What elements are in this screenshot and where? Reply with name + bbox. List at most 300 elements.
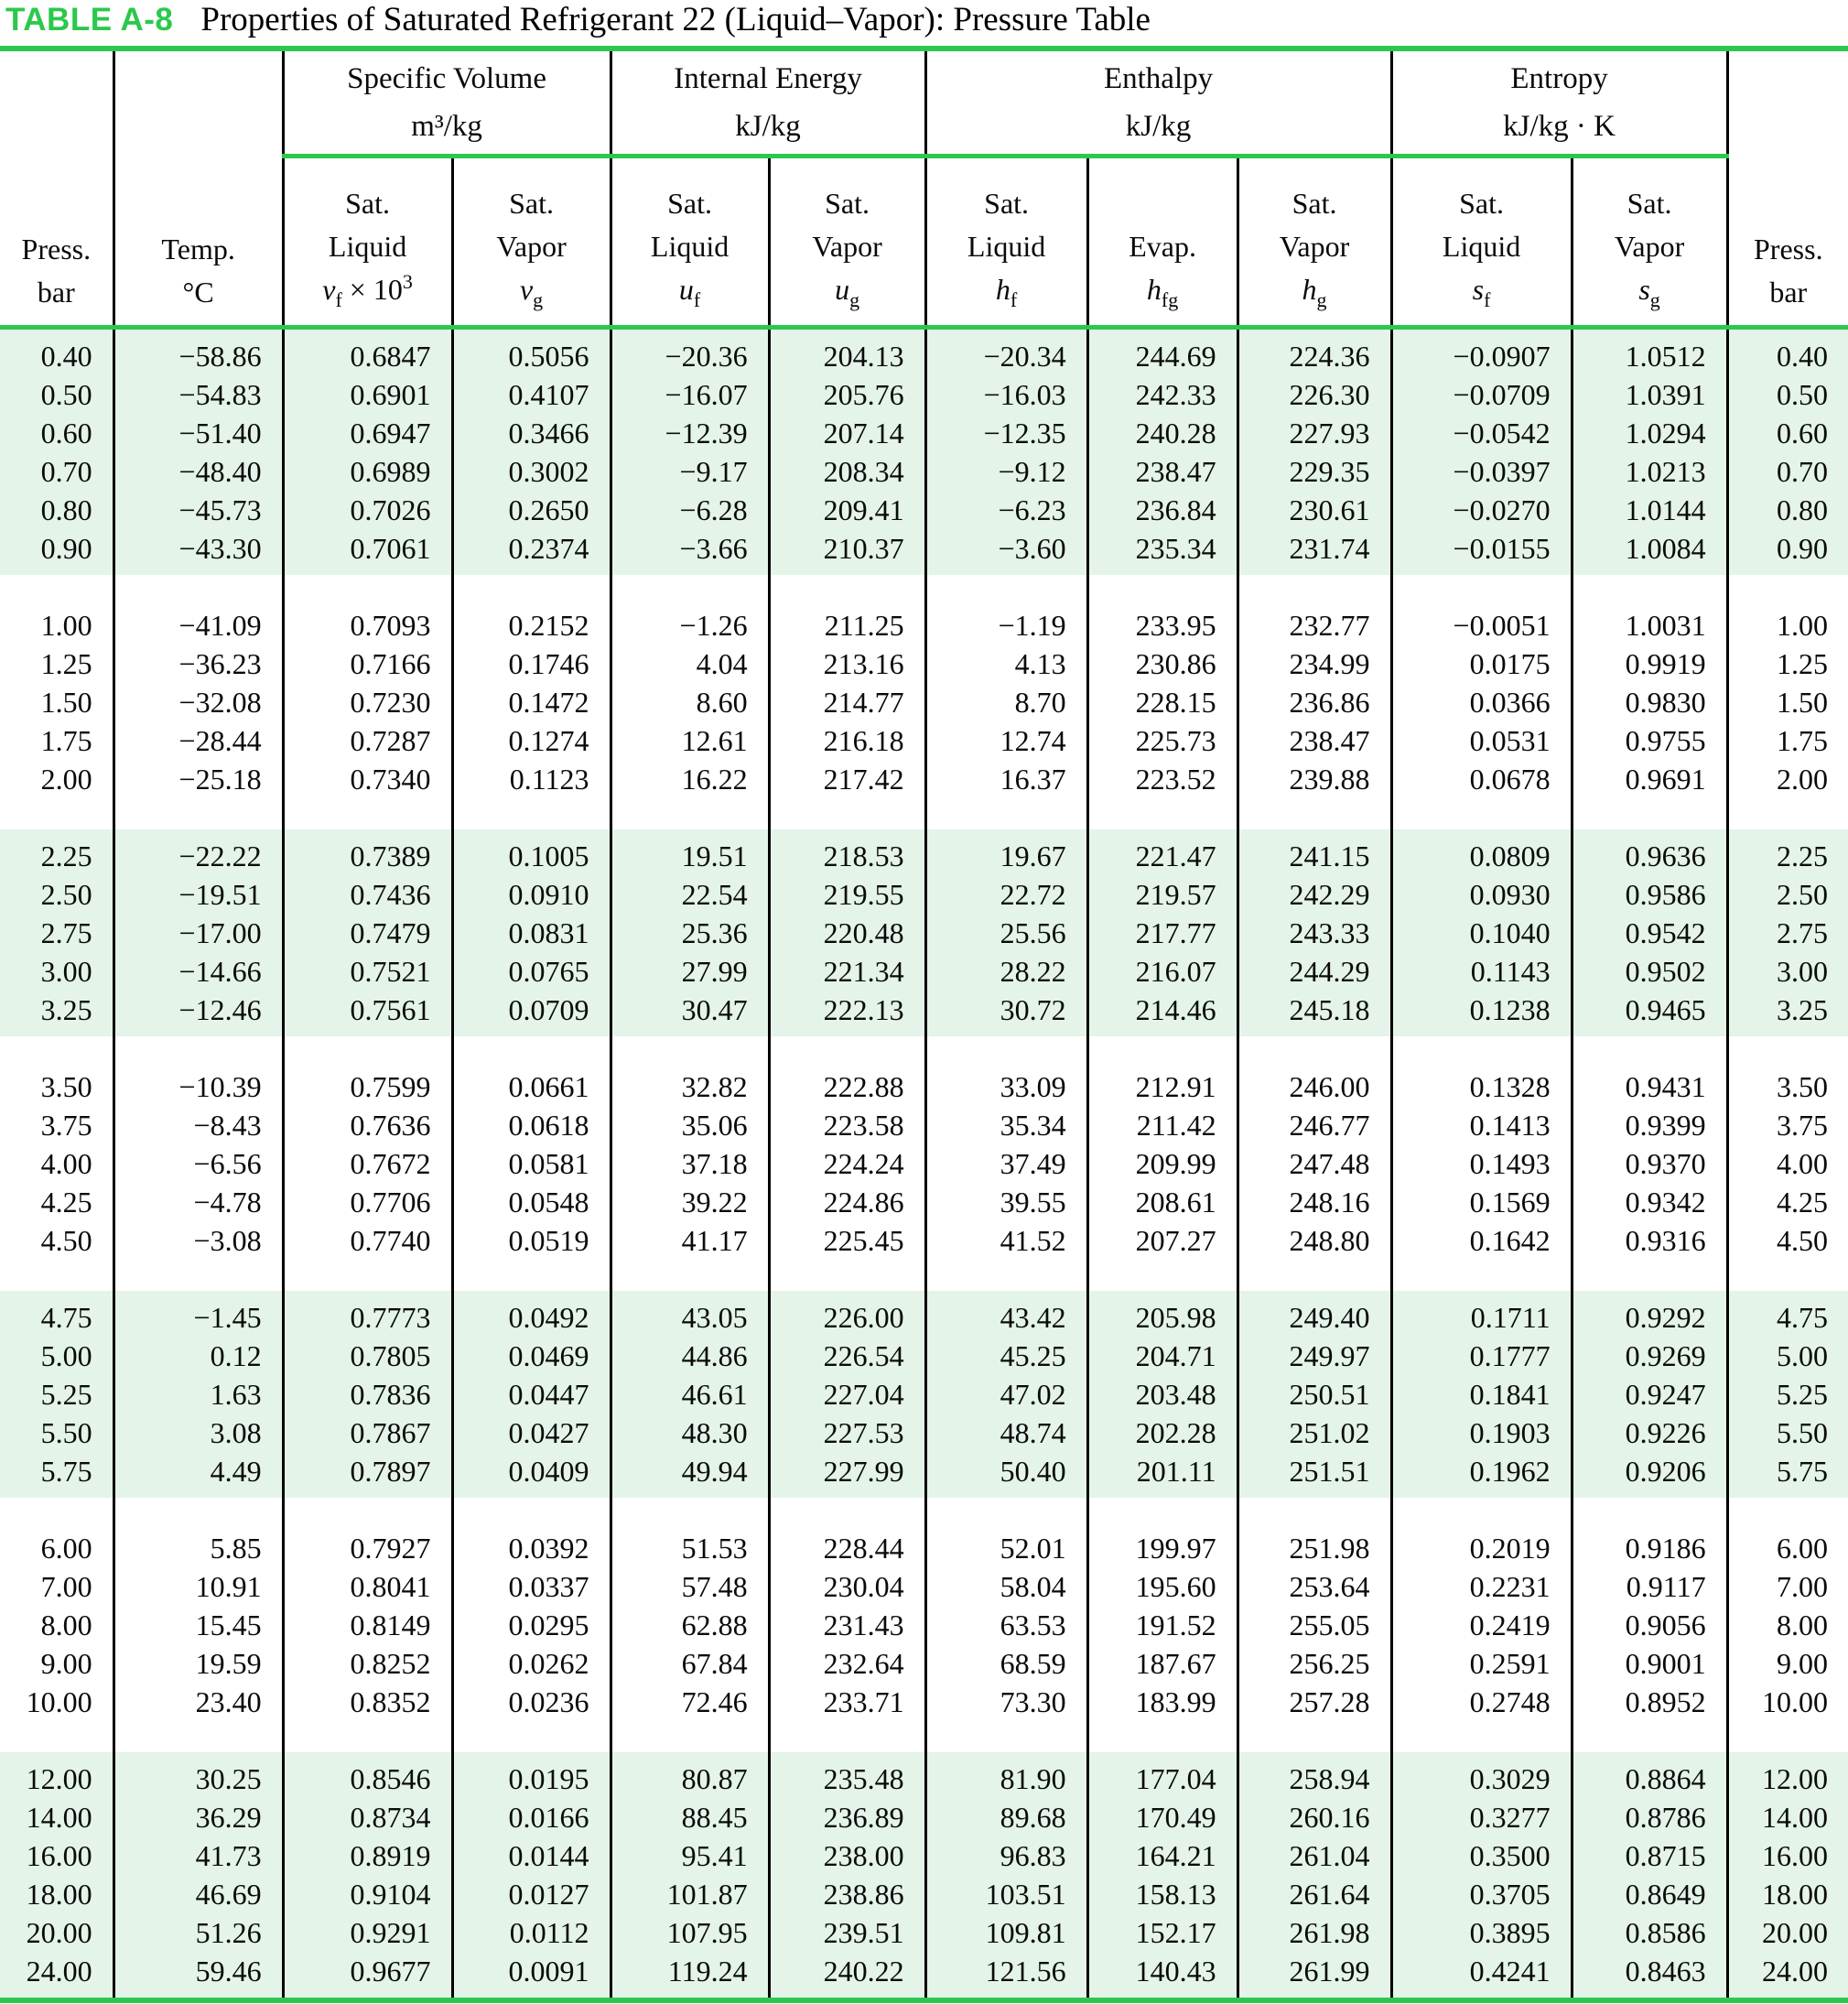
spacer-cell <box>769 1728 925 1752</box>
cell-sat-vapor-vg: 0.0195 <box>452 1760 611 1798</box>
cell-sat-liquid-uf: −12.39 <box>611 414 769 452</box>
spacer-cell <box>1572 1990 1727 1998</box>
group-specific-volume <box>283 51 611 157</box>
cell-sat-vapor-hg: 239.88 <box>1237 760 1391 798</box>
spacer-cell <box>113 1036 283 1060</box>
cell-temp: 0.12 <box>113 1337 283 1375</box>
cell-temp: −32.08 <box>113 683 283 721</box>
cell-sat-vapor-vg: 0.0337 <box>452 1567 611 1606</box>
cell-sat-vapor-hg: 227.93 <box>1237 414 1391 452</box>
cell-sat-liquid-hf: 4.13 <box>925 645 1087 683</box>
cell-sat-vapor-ug: 210.37 <box>769 529 925 568</box>
group-title: Enthalpy <box>1103 62 1214 95</box>
cell-evap-hfg: 223.52 <box>1087 760 1237 798</box>
cell-evap-hfg: 208.61 <box>1087 1183 1237 1221</box>
spacer-cell <box>113 1260 283 1267</box>
cell-sat-vapor-sg: 1.0294 <box>1572 414 1727 452</box>
spacer-cell <box>1727 1721 1848 1728</box>
cell-sat-vapor-hg: 224.36 <box>1237 337 1391 375</box>
cell-sat-liquid-uf: 72.46 <box>611 1683 769 1721</box>
spacer-cell <box>1727 1490 1848 1498</box>
cell-temp: −1.45 <box>113 1298 283 1337</box>
spacer-cell <box>1391 829 1572 837</box>
band-padding-row <box>0 1029 1848 1036</box>
table-row <box>0 1298 1848 1337</box>
cell-sat-liquid-sf: 0.3500 <box>1391 1836 1572 1875</box>
cell-sat-vapor-hg: 251.51 <box>1237 1452 1391 1490</box>
spacer-cell <box>925 1728 1087 1752</box>
cell-sat-liquid-sf: 0.0531 <box>1391 721 1572 760</box>
cell-press-right: 0.90 <box>1727 529 1848 568</box>
cell-sat-liquid-sf: −0.0542 <box>1391 414 1572 452</box>
cell-sat-liquid-sf: 0.1413 <box>1391 1106 1572 1144</box>
cell-press-left: 0.40 <box>0 337 113 375</box>
cell-temp: 46.69 <box>113 1875 283 1913</box>
spacer-cell <box>1572 829 1727 837</box>
table-row <box>0 529 1848 568</box>
cell-evap-hfg: 204.71 <box>1087 1337 1237 1375</box>
cell-sat-liquid-hf: 37.49 <box>925 1144 1087 1183</box>
cell-sat-liquid-hf: 89.68 <box>925 1798 1087 1836</box>
spacer-cell <box>0 1060 113 1067</box>
spacer-cell <box>1391 1728 1572 1752</box>
cell-press-right: 0.70 <box>1727 452 1848 491</box>
spacer-cell <box>113 1752 283 1760</box>
cell-sat-vapor-vg: 0.0409 <box>452 1452 611 1490</box>
cell-sat-liquid-sf: 0.1569 <box>1391 1183 1572 1221</box>
spacer-cell <box>925 568 1087 575</box>
cell-sat-liquid-hf: 73.30 <box>925 1683 1087 1721</box>
spacer-cell <box>283 829 452 837</box>
cell-sat-liquid-uf: 41.17 <box>611 1221 769 1260</box>
spacer-cell <box>1087 1036 1237 1060</box>
colhead-sat-liquid-sf: Sat. Liquid $s_f$ <box>1391 157 1572 328</box>
cell-press-right: 0.80 <box>1727 491 1848 529</box>
spacer-cell <box>0 1990 113 1998</box>
spacer-cell <box>452 1036 611 1060</box>
cell-sat-vapor-vg: 0.0127 <box>452 1875 611 1913</box>
cell-sat-vapor-sg: 0.9316 <box>1572 1221 1727 1260</box>
colhead-sat-vapor-hg: Sat. Vapor $h_g$ <box>1237 157 1391 328</box>
spacer-cell <box>769 798 925 806</box>
spacer-cell <box>283 1260 452 1267</box>
cell-sat-vapor-sg: 0.9292 <box>1572 1298 1727 1337</box>
cell-sat-liquid-uf: 80.87 <box>611 1760 769 1798</box>
colhead-press-left: Press. bar <box>0 157 113 328</box>
spacer-cell <box>1237 1490 1391 1498</box>
cell-sat-vapor-ug: 232.64 <box>769 1644 925 1683</box>
group-unit: m³/kg <box>411 110 482 143</box>
cell-press-left: 0.80 <box>0 491 113 529</box>
spacer-cell <box>452 1060 611 1067</box>
cell-press-left: 2.00 <box>0 760 113 798</box>
spacer-cell <box>452 1990 611 1998</box>
cell-evap-hfg: 244.69 <box>1087 337 1237 375</box>
colhead-sat-liquid-uf: Sat. Liquid $u_f$ <box>611 157 769 328</box>
cell-sat-liquid-sf: −0.0397 <box>1391 452 1572 491</box>
cell-press-right: 9.00 <box>1777 1647 1828 1680</box>
cell-press-right: 6.00 <box>1777 1532 1828 1565</box>
cell-sat-vapor-ug: 205.76 <box>769 375 925 414</box>
cell-sat-vapor-hg: 249.40 <box>1237 1298 1391 1337</box>
spacer-cell <box>611 829 769 837</box>
cell-sat-vapor-vg: 0.0661 <box>452 1067 611 1106</box>
colhead-sat-vapor-vg: Sat. Vapor $v_g$ <box>452 157 611 328</box>
cell-sat-liquid-sf: 0.2019 <box>1391 1529 1572 1567</box>
cell-sat-liquid-hf: 47.02 <box>925 1375 1087 1414</box>
cell-sat-vapor-vg: 0.1123 <box>452 760 611 798</box>
cell-press-right: 4.00 <box>1777 1147 1828 1180</box>
cell-sat-liquid-vf: 0.6847 <box>283 337 452 375</box>
spacer-cell <box>1727 599 1848 606</box>
spacer-cell <box>1727 1728 1848 1752</box>
cell-sat-vapor-sg: 1.0391 <box>1572 375 1727 414</box>
table-row <box>0 1106 1848 1144</box>
cell-evap-hfg: 228.15 <box>1087 683 1237 721</box>
cell-press-right: 2.00 <box>1777 763 1828 796</box>
spacer-cell <box>452 1267 611 1291</box>
spacer-cell <box>452 829 611 837</box>
cell-press-right: 2.75 <box>1727 914 1848 952</box>
cell-sat-liquid-hf: −20.34 <box>925 337 1087 375</box>
cell-sat-liquid-hf: 8.70 <box>925 683 1087 721</box>
cell-sat-vapor-ug: 238.86 <box>769 1875 925 1913</box>
band-padding-row <box>0 1490 1848 1498</box>
group-gap-row <box>0 575 1848 599</box>
table-row <box>0 452 1848 491</box>
cell-sat-liquid-sf: 0.0366 <box>1391 683 1572 721</box>
cell-sat-liquid-sf: 0.4241 <box>1391 1952 1572 1990</box>
cell-sat-vapor-hg: 260.16 <box>1237 1798 1391 1836</box>
cell-press-left: 20.00 <box>0 1913 113 1952</box>
cell-sat-liquid-uf: 119.24 <box>611 1952 769 1990</box>
cell-sat-vapor-vg: 0.0618 <box>452 1106 611 1144</box>
spacer-cell <box>1727 1291 1848 1298</box>
cell-press-right: 3.00 <box>1727 952 1848 991</box>
cell-sat-liquid-sf: −0.0270 <box>1391 491 1572 529</box>
cell-sat-vapor-sg: 0.9542 <box>1572 914 1727 952</box>
spacer-cell <box>1727 1990 1848 1998</box>
spacer-cell <box>769 328 925 338</box>
cell-evap-hfg: 183.99 <box>1087 1683 1237 1721</box>
cell-evap-hfg: 152.17 <box>1087 1913 1237 1952</box>
table-row <box>0 1760 1848 1798</box>
cell-sat-vapor-hg: 246.77 <box>1237 1106 1391 1144</box>
group-gap-row <box>0 1728 1848 1752</box>
cell-sat-vapor-vg: 0.0166 <box>452 1798 611 1836</box>
spacer-cell <box>1391 1752 1572 1760</box>
cell-press-left: 3.50 <box>0 1067 113 1106</box>
cell-sat-vapor-hg: 261.64 <box>1237 1875 1391 1913</box>
cell-sat-vapor-ug: 224.86 <box>769 1183 925 1221</box>
cell-press-right: 7.00 <box>1777 1570 1828 1603</box>
cell-sat-vapor-ug: 208.34 <box>769 452 925 491</box>
spacer-cell <box>1237 1522 1391 1529</box>
spacer-cell <box>1572 1728 1727 1752</box>
spacer-cell <box>1087 806 1237 829</box>
spacer-cell <box>452 575 611 599</box>
colhead-temp: Temp. °C <box>113 157 283 328</box>
group-gap-row <box>0 806 1848 829</box>
cell-press-left: 5.25 <box>0 1375 113 1414</box>
cell-sat-liquid-hf: 28.22 <box>925 952 1087 991</box>
cell-sat-liquid-sf: 0.1328 <box>1391 1067 1572 1106</box>
cell-temp: 36.29 <box>113 1798 283 1836</box>
cell-sat-liquid-vf: 0.7287 <box>283 721 452 760</box>
cell-temp: −10.39 <box>113 1067 283 1106</box>
cell-press-left: 5.00 <box>0 1337 113 1375</box>
cell-temp: 30.25 <box>113 1760 283 1798</box>
spacer-cell <box>1087 1267 1237 1291</box>
spacer-cell <box>1237 1752 1391 1760</box>
cell-temp: 41.73 <box>113 1836 283 1875</box>
cell-temp: 15.45 <box>113 1606 283 1644</box>
cell-evap-hfg: 195.60 <box>1087 1567 1237 1606</box>
cell-sat-liquid-vf: 0.8919 <box>283 1836 452 1875</box>
spacer-cell <box>769 575 925 599</box>
cell-temp: −54.83 <box>113 375 283 414</box>
table-row <box>0 952 1848 991</box>
corner-press-right <box>1727 51 1848 157</box>
cell-sat-vapor-vg: 0.0519 <box>452 1221 611 1260</box>
spacer-cell <box>925 1752 1087 1760</box>
cell-sat-liquid-uf: 95.41 <box>611 1836 769 1875</box>
spacer-cell <box>1391 1498 1572 1522</box>
cell-temp: 23.40 <box>113 1683 283 1721</box>
group-internal-energy <box>611 51 925 157</box>
table-row <box>0 721 1848 760</box>
spacer-cell <box>611 1490 769 1498</box>
spacer-cell <box>1237 1721 1391 1728</box>
spacer-cell <box>283 806 452 829</box>
band-padding-row <box>0 829 1848 837</box>
spacer-cell <box>1237 575 1391 599</box>
cell-sat-liquid-uf: 12.61 <box>611 721 769 760</box>
spacer-cell <box>1572 798 1727 806</box>
spacer-cell <box>1237 1036 1391 1060</box>
spacer-cell <box>769 568 925 575</box>
cell-sat-liquid-hf: 68.59 <box>925 1644 1087 1683</box>
band-padding-row <box>0 568 1848 575</box>
cell-sat-vapor-vg: 0.0469 <box>452 1337 611 1375</box>
cell-press-right: 2.50 <box>1727 875 1848 914</box>
cell-temp: 10.91 <box>113 1567 283 1606</box>
cell-sat-liquid-sf: −0.0155 <box>1391 529 1572 568</box>
spacer-cell <box>452 1721 611 1728</box>
spacer-cell <box>611 599 769 606</box>
group-enthalpy <box>925 51 1391 157</box>
cell-sat-liquid-hf: 63.53 <box>925 1606 1087 1644</box>
cell-sat-vapor-sg: 0.9830 <box>1572 683 1727 721</box>
cell-sat-vapor-vg: 0.0910 <box>452 875 611 914</box>
cell-temp: 4.49 <box>113 1452 283 1490</box>
spacer-cell <box>1237 1728 1391 1752</box>
spacer-cell <box>0 798 113 806</box>
spacer-cell <box>1237 806 1391 829</box>
spacer-cell <box>769 1060 925 1067</box>
cell-evap-hfg: 225.73 <box>1087 721 1237 760</box>
table-row <box>0 1644 1848 1683</box>
spacer-cell <box>611 575 769 599</box>
cell-press-left: 18.00 <box>0 1875 113 1913</box>
cell-sat-liquid-hf: 103.51 <box>925 1875 1087 1913</box>
spacer-cell <box>1237 1267 1391 1291</box>
cell-evap-hfg: 242.33 <box>1087 375 1237 414</box>
cell-press-left: 5.50 <box>0 1414 113 1452</box>
cell-sat-liquid-hf: 16.37 <box>925 760 1087 798</box>
cell-sat-liquid-sf: 0.2231 <box>1391 1567 1572 1606</box>
spacer-cell <box>113 1522 283 1529</box>
spacer-cell <box>769 1522 925 1529</box>
band-padding-row <box>0 1990 1848 1998</box>
band-padding-row <box>0 1260 1848 1267</box>
band-padding-row <box>0 1291 1848 1298</box>
spacer-cell <box>452 1522 611 1529</box>
cell-sat-vapor-vg: 0.0112 <box>452 1913 611 1952</box>
spacer-cell <box>1572 1490 1727 1498</box>
cell-sat-liquid-sf: −0.0709 <box>1391 375 1572 414</box>
cell-sat-vapor-hg: 238.47 <box>1237 721 1391 760</box>
cell-evap-hfg: 214.46 <box>1087 991 1237 1029</box>
cell-evap-hfg: 201.11 <box>1087 1452 1237 1490</box>
cell-evap-hfg: 170.49 <box>1087 1798 1237 1836</box>
cell-sat-liquid-hf: 81.90 <box>925 1760 1087 1798</box>
cell-press-left: 1.75 <box>0 721 113 760</box>
cell-sat-liquid-hf: 109.81 <box>925 1913 1087 1952</box>
spacer-cell <box>1391 1267 1572 1291</box>
spacer-cell <box>283 1498 452 1522</box>
cell-sat-liquid-vf: 0.8149 <box>283 1606 452 1644</box>
table-row <box>0 683 1848 721</box>
spacer-cell <box>611 1060 769 1067</box>
spacer-cell <box>1391 575 1572 599</box>
cell-sat-vapor-vg: 0.0492 <box>452 1298 611 1337</box>
cell-temp: 51.26 <box>113 1913 283 1952</box>
spacer-cell <box>925 1990 1087 1998</box>
cell-sat-vapor-hg: 234.99 <box>1237 645 1391 683</box>
cell-sat-vapor-ug: 220.48 <box>769 914 925 952</box>
cell-temp: −28.44 <box>113 721 283 760</box>
table-row <box>0 1875 1848 1913</box>
spacer-cell <box>1087 1752 1237 1760</box>
cell-sat-vapor-sg: 0.9431 <box>1572 1067 1727 1106</box>
cell-press-left: 9.00 <box>0 1644 113 1683</box>
cell-evap-hfg: 221.47 <box>1087 837 1237 875</box>
spacer-cell <box>1572 1291 1727 1298</box>
cell-sat-vapor-ug: 209.41 <box>769 491 925 529</box>
spacer-cell <box>1727 806 1848 829</box>
cell-sat-vapor-ug: 226.00 <box>769 1298 925 1337</box>
cell-sat-vapor-hg: 243.33 <box>1237 914 1391 952</box>
cell-press-right: 5.75 <box>1727 1452 1848 1490</box>
cell-temp: −41.09 <box>113 606 283 645</box>
cell-sat-vapor-sg: 0.9399 <box>1572 1106 1727 1144</box>
spacer-cell <box>1572 1060 1727 1067</box>
group-gap-row <box>0 1267 1848 1291</box>
spacer-cell <box>283 798 452 806</box>
cell-sat-liquid-hf: 19.67 <box>925 837 1087 875</box>
band-padding-row <box>0 328 1848 338</box>
cell-sat-liquid-vf: 0.9104 <box>283 1875 452 1913</box>
cell-sat-vapor-sg: 0.8586 <box>1572 1913 1727 1952</box>
cell-sat-vapor-ug: 227.53 <box>769 1414 925 1452</box>
cell-sat-liquid-vf: 0.7672 <box>283 1144 452 1183</box>
cell-sat-liquid-hf: 43.42 <box>925 1298 1087 1337</box>
spacer-cell <box>1572 1260 1727 1267</box>
spacer-cell <box>1727 1060 1848 1067</box>
group-header-row <box>0 51 1848 157</box>
spacer-cell <box>452 1728 611 1752</box>
spacer-cell <box>452 328 611 338</box>
spacer-cell <box>1391 1721 1572 1728</box>
cell-press-right: 24.00 <box>1727 1952 1848 1990</box>
corner-temp <box>113 51 283 157</box>
cell-sat-liquid-sf: 0.0809 <box>1391 837 1572 875</box>
cell-sat-liquid-uf: −9.17 <box>611 452 769 491</box>
spacer-cell <box>611 1029 769 1036</box>
spacer-cell <box>1572 1522 1727 1529</box>
cell-press-left: 16.00 <box>0 1836 113 1875</box>
spacer-cell <box>1572 1721 1727 1728</box>
spacer-cell <box>1237 1029 1391 1036</box>
spacer-cell <box>611 1291 769 1298</box>
spacer-cell <box>1572 575 1727 599</box>
cell-sat-liquid-uf: 19.51 <box>611 837 769 875</box>
spacer-cell <box>925 1267 1087 1291</box>
cell-sat-vapor-sg: 0.9370 <box>1572 1144 1727 1183</box>
cell-sat-vapor-sg: 1.0144 <box>1572 491 1727 529</box>
cell-sat-liquid-sf: 0.0175 <box>1391 645 1572 683</box>
spacer-cell <box>1237 568 1391 575</box>
cell-press-left: 8.00 <box>0 1606 113 1644</box>
spacer-cell <box>1572 1752 1727 1760</box>
cell-sat-vapor-vg: 0.5056 <box>452 337 611 375</box>
spacer-cell <box>1087 1260 1237 1267</box>
cell-sat-vapor-sg: 1.0512 <box>1572 337 1727 375</box>
cell-sat-liquid-uf: 35.06 <box>611 1106 769 1144</box>
cell-sat-vapor-sg: 0.9636 <box>1572 837 1727 875</box>
cell-sat-liquid-uf: 51.53 <box>611 1529 769 1567</box>
cell-sat-liquid-hf: −12.35 <box>925 414 1087 452</box>
cell-sat-vapor-vg: 0.4107 <box>452 375 611 414</box>
spacer-cell <box>925 328 1087 338</box>
spacer-cell <box>769 1029 925 1036</box>
spacer-cell <box>113 599 283 606</box>
cell-press-right: 0.60 <box>1727 414 1848 452</box>
cell-sat-liquid-uf: 44.86 <box>611 1337 769 1375</box>
cell-sat-vapor-sg: 0.8864 <box>1572 1760 1727 1798</box>
cell-sat-vapor-vg: 0.0581 <box>452 1144 611 1183</box>
cell-sat-vapor-sg: 0.9342 <box>1572 1183 1727 1221</box>
spacer-cell <box>113 1029 283 1036</box>
cell-sat-liquid-uf: 8.60 <box>611 683 769 721</box>
cell-sat-vapor-ug: 238.00 <box>769 1836 925 1875</box>
spacer-cell <box>1087 1498 1237 1522</box>
cell-sat-vapor-ug: 207.14 <box>769 414 925 452</box>
table-row <box>0 1337 1848 1375</box>
spacer-cell <box>1572 599 1727 606</box>
cell-evap-hfg: 236.84 <box>1087 491 1237 529</box>
spacer-cell <box>925 806 1087 829</box>
cell-sat-vapor-vg: 0.0091 <box>452 1952 611 1990</box>
spacer-cell <box>1237 798 1391 806</box>
cell-sat-vapor-ug: 217.42 <box>769 760 925 798</box>
cell-press-left: 3.25 <box>0 991 113 1029</box>
cell-sat-vapor-vg: 0.0392 <box>452 1529 611 1567</box>
cell-sat-vapor-hg: 236.86 <box>1237 683 1391 721</box>
cell-sat-vapor-sg: 0.9117 <box>1572 1567 1727 1606</box>
cell-sat-vapor-hg: 245.18 <box>1237 991 1391 1029</box>
